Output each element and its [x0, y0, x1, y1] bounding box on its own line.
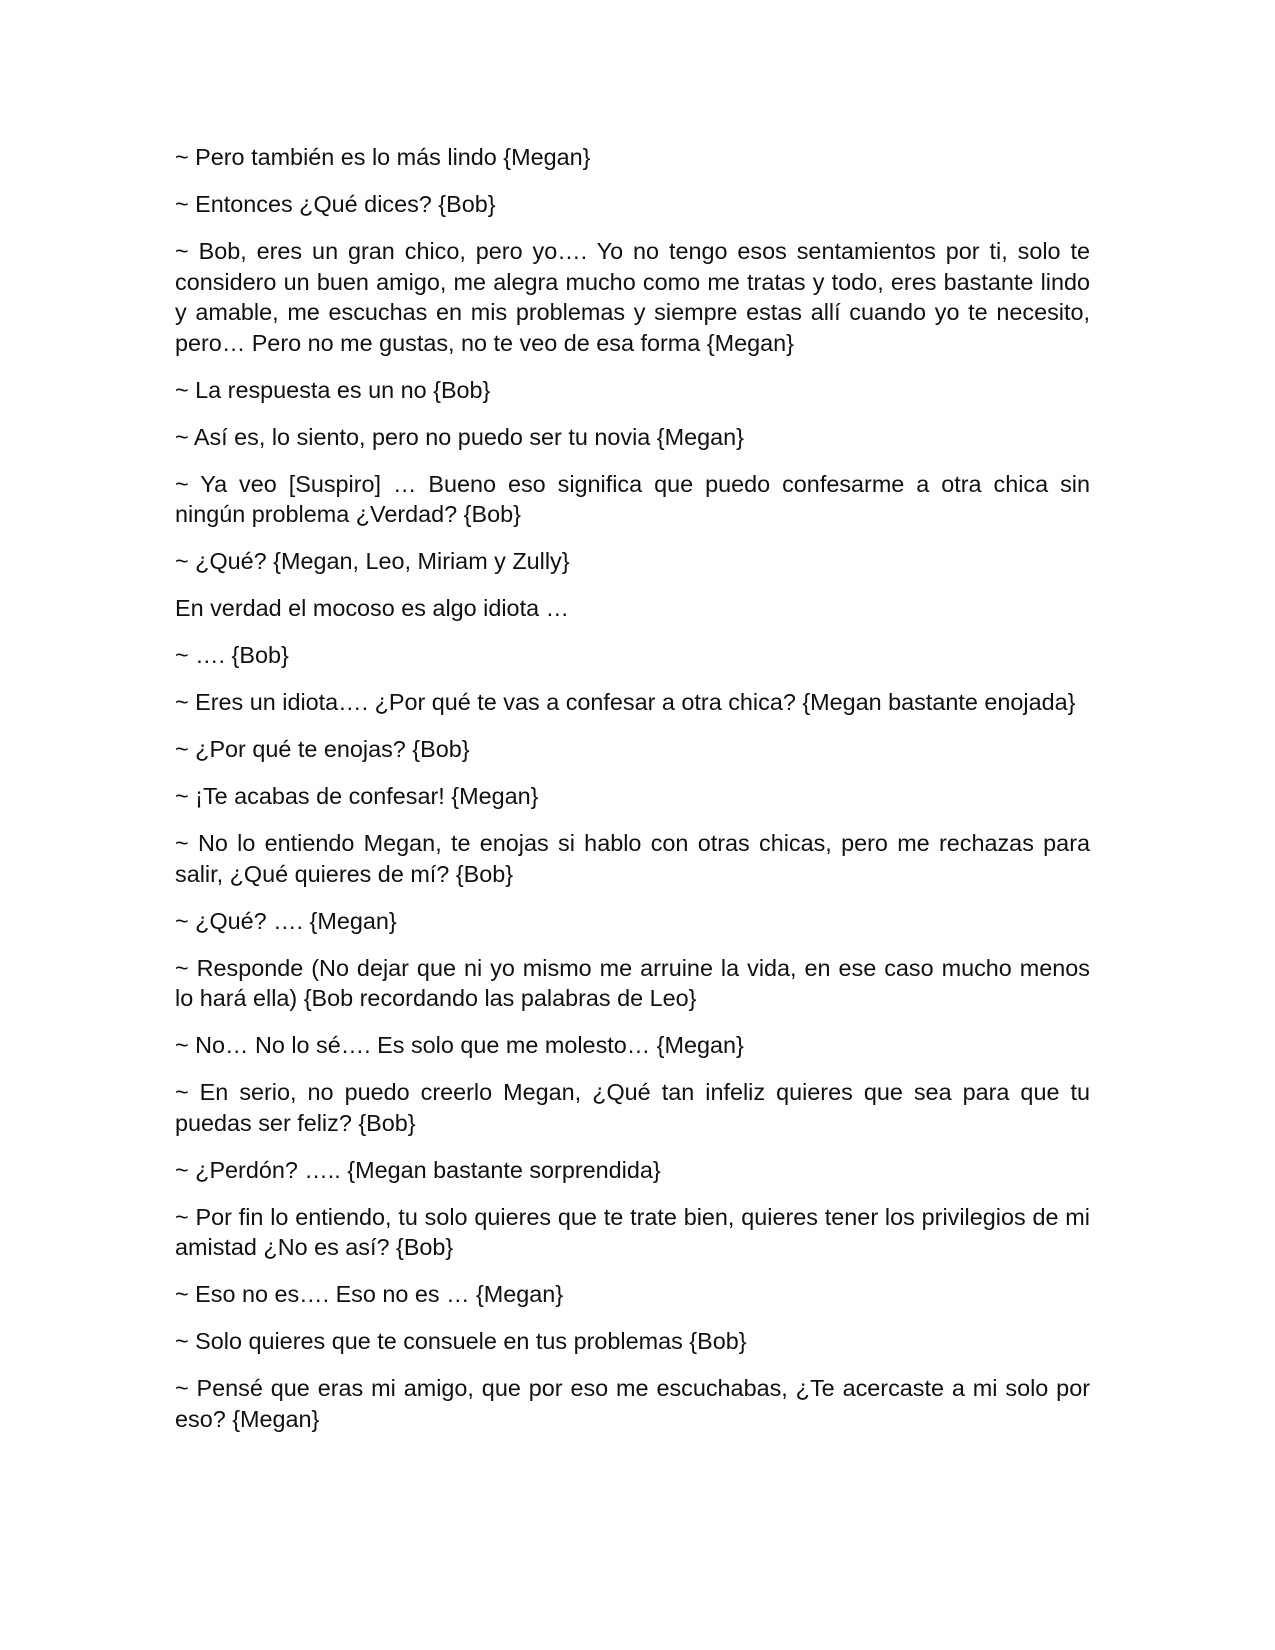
paragraph: ~ Eres un idiota…. ¿Por qué te vas a confesar a otra chica? {Megan bastante enojada}: [175, 689, 1076, 715]
paragraph: ~ ¿Qué? …. {Megan}: [175, 907, 397, 934]
paragraph: ~ Entonces ¿Qué dices? {Bob}: [175, 191, 496, 217]
paragraph: ~ La respuesta es un no {Bob}: [175, 376, 491, 403]
paragraph: ~ ¿Qué? {Megan, Leo, Miriam y Zully}: [175, 548, 570, 574]
document-page: [175, 142, 1090, 1451]
paragraph: ~ En serio, no puedo creerlo Megan, ¿Qué tan infeliz quieres que sea para que tu puedas ser feliz? {Bob}: [175, 1079, 1090, 1136]
paragraph: ~ Eso no es…. Eso no es … {Megan}: [175, 1281, 564, 1307]
paragraph: ~ No… No lo sé…. Es solo que me molesto… {Megan}: [175, 1032, 744, 1058]
paragraph: ~ ¿Perdón? ….. {Megan bastante sorprendida}: [175, 1156, 661, 1183]
paragraph: ~ ¿Por qué te enojas? {Bob}: [175, 736, 470, 762]
paragraph: ~ Responde (No dejar que ni yo mismo me arruine la vida, en ese caso mucho menos lo hará ella) {Bob recordando las palabras de Leo}: [175, 954, 1090, 1011]
paragraph: ~ Bob, eres un gran chico, pero yo…. Yo no tengo esos sentamientos por ti, solo te considero un buen amigo, me alegra mucho como me tratas y todo, eres bastante lindo y amable, me escuchas en mis problemas y siempre estas allí cuando yo te necesito, pero… Pero no me gustas, no te veo de esa forma {Megan}: [175, 238, 1090, 356]
paragraph: ~ Por fin lo entiendo, tu solo quieres que te trate bien, quieres tener los privilegios de mi amistad ¿No es así? {Bob}: [175, 1203, 1090, 1260]
paragraph: ~ Pensé que eras mi amigo, que por eso me escuchabas, ¿Te acercaste a mi solo por eso? {Megan}: [175, 1375, 1090, 1432]
paragraph: ~ …. {Bob}: [175, 642, 289, 668]
paragraph: ~ Así es, lo siento, pero no puedo ser tu novia {Megan}: [175, 423, 744, 450]
paragraph: ~ Pero también es lo más lindo {Megan}: [175, 144, 591, 170]
paragraph: ~ No lo entiendo Megan, te enojas si hablo con otras chicas, pero me rechazas para salir, ¿Qué quieres de mí? {Bob}: [175, 830, 1090, 887]
paragraph: ~ Ya veo [Suspiro] … Bueno eso significa que puedo confesarme a otra chica sin ningún problema ¿Verdad? {Bob}: [175, 470, 1090, 527]
paragraph: ~ Solo quieres que te consuele en tus problemas {Bob}: [175, 1328, 747, 1354]
paragraph: ~ ¡Te acabas de confesar! {Megan}: [175, 783, 539, 809]
narration-paragraph: En verdad el mocoso es algo idiota …: [175, 595, 569, 621]
